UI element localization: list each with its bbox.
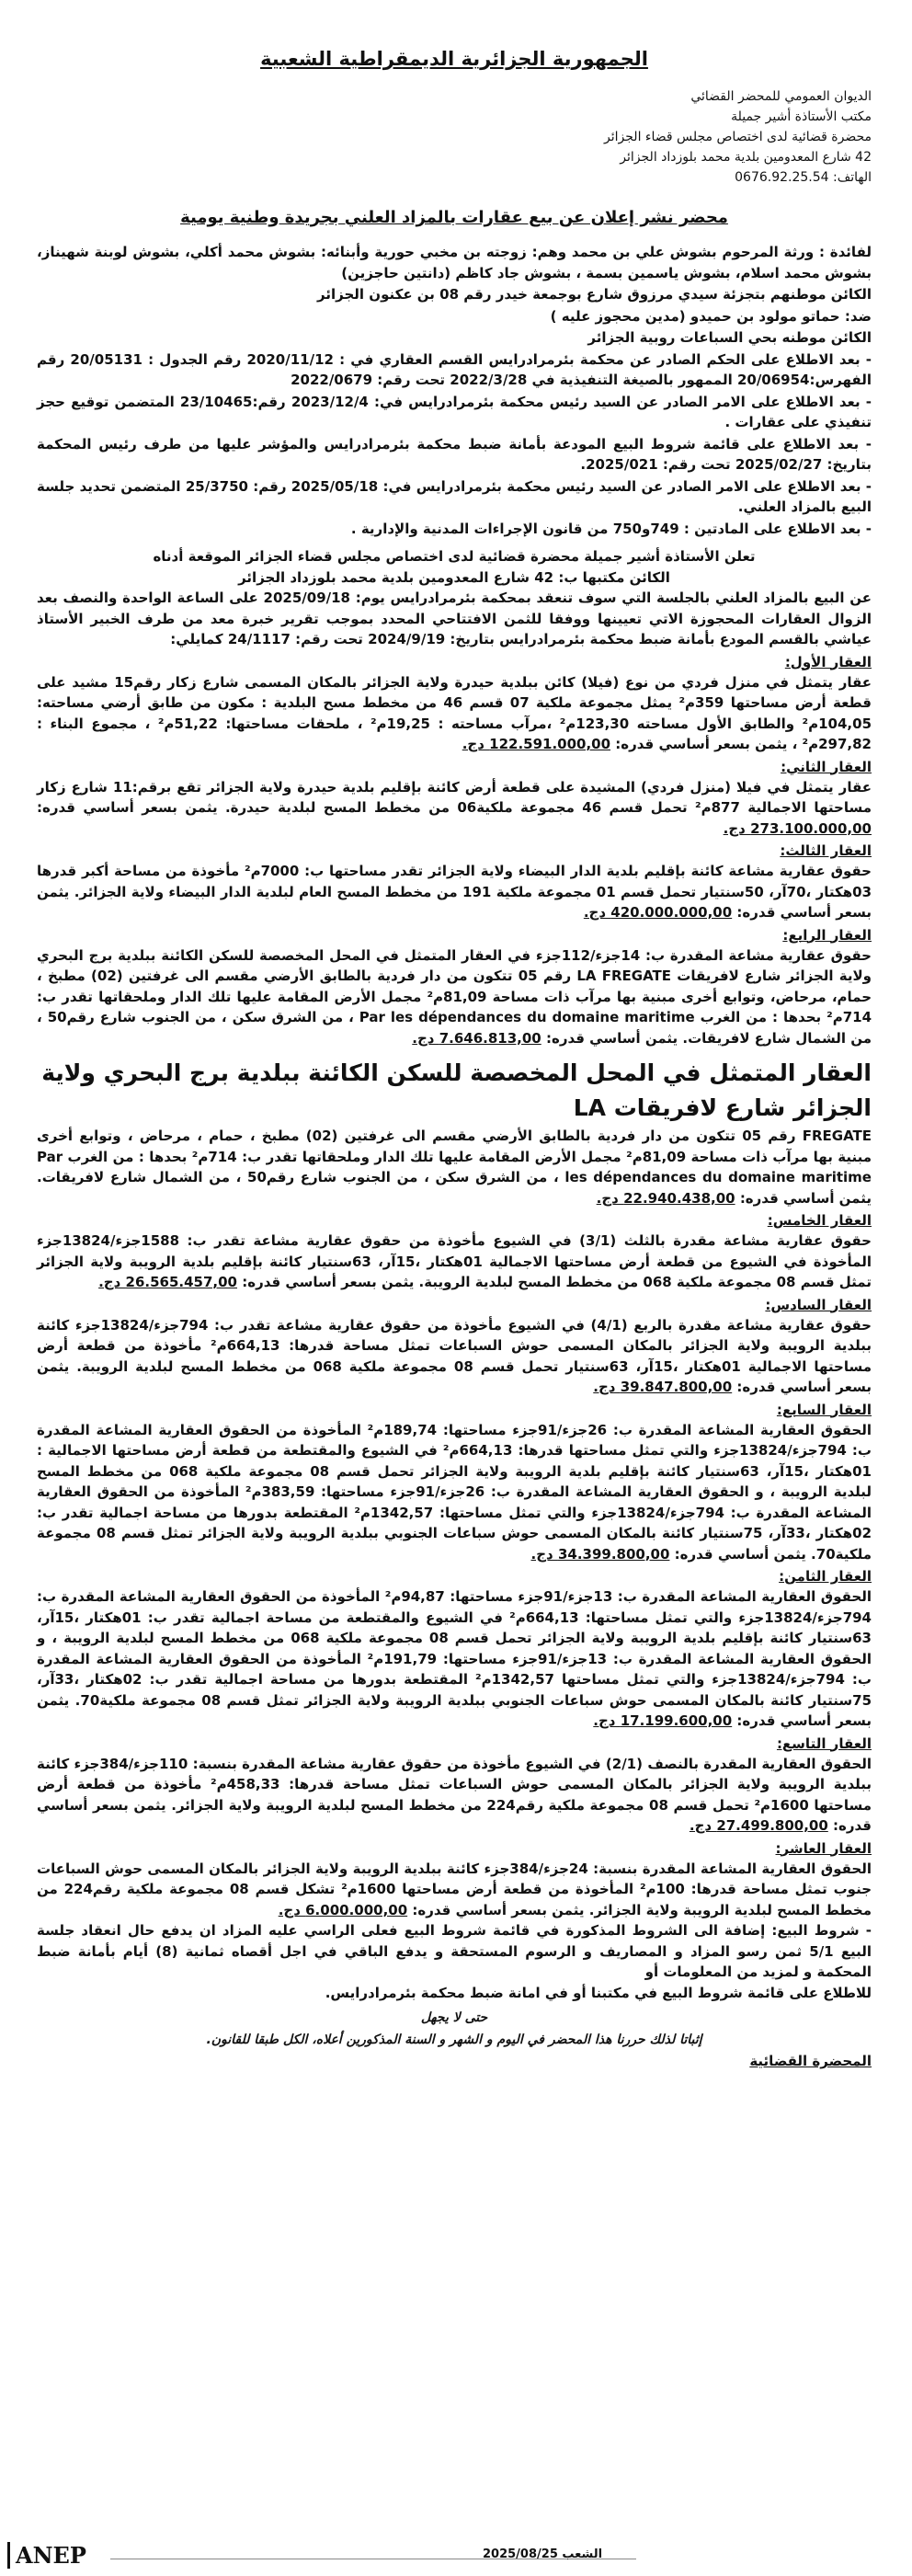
lots-section-2 (37, 1210, 872, 1920)
lot-text: حقوق عقارية مشاعة مقدرة بالربع (4/1) في الشيوع مأخوذة من حقوق عقارية مشاعة تقدر ب: 794جزء/13824جزء كائنة ببلدية الرويبة ولاية الجزائر بالمكان المسمى حوش السباعات تمثل مساحة قدرها: 664,13م² مأخوذة من قطعة أرض مساحتها الاجمالية 01هكتار ،15آر، 63سنتيار تحمل قسم 08 مجموعة ملكية 068 من مخطط المسح لبلدية الرويبة. يثمن بسعر أساسي قدره: 39.847.800,00 دج. (37, 1316, 872, 1395)
lot-price: 39.847.800,00 دج. (593, 1379, 733, 1395)
lot-title: العقار الثاني: (781, 758, 872, 775)
lot-text: عقار يتمثل في منزل فردي من نوع (فيلا) كائن ببلدية حيدرة ولاية الجزائر بالمكان المسمى شارع زكار رقم15 مشيد على قطعة أرض مساحتها 359م² يمثل مجموعة ملكية 07 قسم 46 من مخطط مسح البلدية : مكون من طابق أرضي مساحته: 104,05م² والطابق الأول مساحته 123,30م² ،مرآب مساحته : 19,25م² ، ملحقات مساحتها: 51,22م² ، مجموع البناء : 297,82م² ، يثمن بسعر أساسي قدره: 122.591.000,00 دج. (37, 673, 872, 752)
lot-text: الحقوق العقارية المشاعة المقدرة بنسبة: 24جزء/384جزء كائنة ببلدية الرويبة ولاية الجزائر بالمكان المسمى حوش السباعات جنوب تمثل مساحة قدرها: 100م² المأخوذة من قطعة أرض مساحتها 1600م² تشكل قسم 08 مجموعة ملكية رقم224 من مخطط المسح لبلدية الرويبة ولاية الجزائر. يثمن بسعر أساسي قدره: 6.000.000,00 دج. (37, 1860, 872, 1918)
legal-reference: - بعد الاطلاع على المادتين : 749و750 من قانون الإجراءات المدنية والإدارية . (350, 520, 872, 537)
certification-line: إثباتا لذلك حررنا هذا المحضر في اليوم و الشهر و السنة المذكورين أعلاه، الكل طبقا للقانون. (206, 2032, 702, 2047)
lot-price: 26.565.457,00 دج. (98, 1274, 237, 1290)
lot-price: 6.000.000,00 دج. (278, 1901, 408, 1918)
large-lot-text: FREGATE رقم 05 تتكون من دار فردية بالطابق الأرضي مقسم الى غرفتين (02) مطبخ ، حمام ، مرحاض ، وتوابع أخرى مبنية بها مرآب ذات مساحة 81,09م² مجمل الأرض المقامة عليها تلك الدار وملحقاتها تقدر ب: 714م² بحدها : من الغرب Par les dépendances du domaine maritime ، من الشرق سكن ، من الجنوب شارع رقم50 ، من الشمال شارع لافريقات. يثمن أساسي قدره: 22.940.438,00 دج. (37, 1128, 872, 1207)
header-line: الديوان العمومي للمحضر القضائي (690, 89, 872, 104)
lot-text: الحقوق العقارية المشاعة المقدرة ب: 13جزء/91جزء مساحتها: 94,87م² المأخوذة من الحقوق العقارية المشاعة المقدرة ب: 794جزء/13824جزء والتي تمثل مساحتها: 664,13م² في الشيوع والمقتطعة من مساحة اجمالية تقدر ب: 01هكتار ،15آر، 63سنتيار كائنة بإقليم بلدية الرويبة ولاية الجزائر تحمل قسم 08 مجموعة ملكية 068 من مخطط المسح لبلدية الرويبة ، و الحقوق العقارية المشاعة المقدرة ب: 13جزء/91جزء مساحتها: 191,79م² المأخوذة من الحقوق العقارية المشاعة المقدرة ب: 794جزء/13824جزء والتي تمثل مساحتها 1342,57م² المقتطعة بدورها من مساحة اجمالية تقدر ب: 02هكتار ،33آر، 75سنتيار كائنة بالمكان المسمى حوش سباعات الجنوبي ببلدية الرويبة ولاية الجزائر تمثل قسم 08 مجموعة ملكية70. يثمن بسعر أساسي قدره: 17.199.600,00 دج. (37, 1588, 872, 1729)
lot-text: عقار يتمثل في فيلا (منزل فردي) المشيدة على قطعة أرض كائنة بإقليم بلدية حيدرة ولاية الجزائر تقع برقم:11 شارع زكار مساحتها الاجمالية 877م² تحمل قسم 46 مجموعة ملكية06 من مخطط المسح لبلدية حيدرة. يثمن بسعر أساسي قدره: 273.100.000,00 دج. (37, 778, 872, 837)
lot-title: العقار السادس: (765, 1296, 872, 1313)
office-header (37, 86, 872, 188)
announce-line: تعلن الأستاذة أشير جميلة محضرة قضائية لدى اختصاص مجلس قضاء الجزائر الموقعة أدناه (153, 548, 756, 565)
lot-title: العقار الرابع: (782, 926, 872, 944)
anep-logo: ANEP (7, 2542, 86, 2569)
publication-date: 2025/08/25 الشعب (483, 2547, 603, 2561)
lot-price: 7.646.813,00 دج. (412, 1029, 542, 1047)
closing-phrase: حتى لا يجهل (420, 2010, 488, 2025)
signature-label: المحضرة القضائية (749, 2053, 872, 2069)
lot-title: العقار الثامن: (779, 1568, 872, 1585)
lot-title: العقار العاشر: (775, 1839, 872, 1857)
notice-subject: محضر نشر إعلان عن بيع عقارات بالمزاد العلني بجريدة وطنية يومية (180, 208, 728, 227)
lot-text: حقوق عقارية مشاعة مقدرة بالثلث (3/1) في الشيوع مأخوذة من حقوق عقارية مشاعة تقدر ب: 1588جزء/13824جزء المأخوذة في الشيوع من قطعة أرض مساحتها الاجمالية 01هكتار ،15آر، 63سنتيار كائنة بإقليم بلدية الرويبة ولاية الجزائر تمثل قسم 08 مجموعة ملكية 068 من مخطط المسح لبلدية الرويبة. يثمن بسعر أساسي قدره: 26.565.457,00 دج. (37, 1232, 872, 1290)
sale-text: عن البيع بالمزاد العلني بالجلسة التي سوف تنعقد بمحكمة بئرمرادرايس يوم: 2025/09/18 على الساعة الواحدة والنصف بعد الزوال العقارات المحجوزة الاتي تعيينها ووفقا للثمن الافتتاحي المحدد بموجب تقرير خبرة معد من طرف الخبير الأستاذ عياشي بالقسم المودع بأمانة ضبط محكمة بئرمرادرايس بتاريخ: 2024/9/19 تحت رقم: 24/1117 كمايلي: (37, 590, 872, 647)
header-line: الهاتف: 0676.92.25.54 (735, 170, 872, 185)
legal-reference: - بعد الاطلاع على الامر الصادر عن السيد رئيس محكمة بئرمرادرايس في: 2023/12/4 رقم:23/10465 المتضمن توقيع حجز تنفيذي على عقارات . (37, 393, 872, 430)
party-line: الكائن موطنهم بتجزئة سيدي مرزوق شارع بوجمعة خيدر رقم 08 بن عكنون الجزائر (317, 286, 872, 303)
lot-price: 27.499.800,00 دج. (689, 1817, 828, 1834)
legal-reference: - بعد الاطلاع على قائمة شروط البيع المودعة بأمانة ضبط محكمة بئرمرادرايس والمؤشر عليها من طرف رئيس المحكمة بتاريخ: 2025/02/27 تحت رقم: 2025/021. (37, 435, 872, 473)
lot-text: الحقوق العقارية المقدرة بالنصف (2/1) في الشيوع مأخوذة من حقوق عقارية مشاعة المقدرة بنسبة: 110جزء/384جزء كائنة ببلدية الرويبة ولاية الجزائر بالمكان المسمى حوش السباعات تمثل مساحة قدرها: 458,33م² مأخوذة من قطعة أرض مساحتها 1600م² تحمل قسم 08 مجموعة ملكية رقم224 من مخطط المسح لبلدية الرويبة ولاية الجزائر. يثمن بسعر أساسي قدره: 27.499.800,00 دج. (37, 1755, 872, 1834)
parties-section (37, 242, 872, 539)
lot-price: 420.000.000,00 دج. (583, 904, 733, 921)
lot-title: العقار الخامس: (767, 1212, 872, 1229)
sale-conditions: - شروط البيع: إضافة الى الشروط المذكورة في قائمة شروط البيع فعلى الراسي عليه المزاد ان يدفع حال انعقاد جلسة البيع 5/1 ثمن رسو المزاد و المصاريف و الرسوم المستحقة و يدفع الباقي في اجل أقصاه ثمانية (8) أيام بأمانة ضبط المحكمة و لمزيد من المعلومات أو (37, 1922, 872, 1980)
announce-line: الكائن مكتبها ب: 42 شارع المعدومين بلدية محمد بلوزداد الجزائر (238, 568, 670, 586)
page-footer (0, 2526, 912, 2569)
lot-title: العقار الأول: (784, 653, 872, 670)
header-line: مكتب الأستاذة أشير جميلة (731, 109, 872, 124)
lot-title: العقار الثالث: (780, 842, 872, 859)
party-line: ضد: حماتو مولود بن حميدو (مدين محجوز عليه ) (550, 307, 872, 325)
lot-title: العقار التاسع: (776, 1735, 872, 1752)
lot-text: حقوق عقارية مشاعة كائنة بإقليم بلدية الدار البيضاء ولاية الجزائر تقدر مساحتها ب: 7000م² مأخوذة من مساحة أكبر قدرها 03هكتار ،70آر، 50سنتيار تحمل قسم 01 مجموعة ملكية 191 من مخطط المسح العام لبلدية الدار البيضاء ولاية الجزائر. يثمن بسعر أساسي قدره: 420.000.000,00 دج. (37, 863, 872, 921)
republic-title: الجمهورية الجزائرية الديمقراطية الشعبية (260, 48, 648, 70)
lot-price: 22.940.438,00 دج. (596, 1189, 735, 1207)
lot-price: 34.399.800,00 دج. (530, 1545, 670, 1563)
lot-price: 122.591.000,00 دج. (462, 736, 611, 752)
lot-text: الحقوق العقارية المشاعة المقدرة ب: 26جزء/91جزء مساحتها: 189,74م² المأخوذة من الحقوق العقارية المشاعة المقدرة ب: 794جزء/13824جزء والتي تمثل مساحتها قدرها: 664,13م² في الشيوع والمقتطعة من قطعة أرض مساحتها الاجمالية : 01هكتار ،15آر، 63سنتيار كائنة بإقليم بلدية الرويبة ولاية الجزائر تحمل قسم 08 مجموعة ملكية 068 من مخطط المسح لبلدية الرويبة ، و الحقوق العقارية المشاعة المقدرة ب: 26جزء/91جزء مساحتها: 383,59م² المأخوذة من الحقوق العقارية المشاعة المقدرة ب: 794جزء/13824جزء والتي تمثل مساحتها: 1342,57م² المقتطعة بدورها من مساحة اجمالية تقدر ب: 02هكتار ،33آر، 75سنتيار كائنة بالمكان المسمى حوش سباعات الجنوبي ببلدية الرويبة ولاية الجزائر تمثل قسم 08 مجموعة ملكية70. يثمن أساسي قدره: 34.399.800,00 دج. (37, 1421, 872, 1563)
party-line: الكائن موطنه بحي السباعات روبية الجزائر (587, 329, 872, 346)
lots-section (37, 652, 872, 1049)
party-line: لفائدة : ورثة المرحوم بشوش علي بن محمد وهم: زوجته بن مخبي حورية وأبنائه: بشوش محمد أكلي، بشوش لوبنة شهيناز، بشوش محمد اسلام، بشوش ياسمين بسمة ، بشوش جاد كاظم (دانتين حاجزين) (37, 244, 872, 281)
lot-text: حقوق عقارية مشاعة المقدرة ب: 14جزء/112جزء في العقار المتمثل في المحل المخصصة للسكن الكائنة ببلدية برج البحري ولاية الجزائر شارع لافريقات LA FREGATE رقم 05 تتكون من دار فردية بالطابق الأرضي مقسم الى غرفتين (02) مطبخ ، حمام، مرحاض، وتوابع أخرى مبنية بها مرآب ذات مساحة 81,09م² مجمل الأرض المقامة عليها تلك الدار وملحقاتها تقدر ب: 714م² بحدها : من الغرب Par les dépendances du domaine maritime ، من الشرق سكن ، من الجنوب شارع رقم50 ، من الشمال شارع لافريقات. يثمن أساسي قدره: 7.646.813,00 دج. (37, 946, 872, 1047)
legal-reference: - بعد الاطلاع على الامر الصادر عن السيد رئيس محكمة بئرمرادرايس في: 2025/05/18 رقم: 25/3750 المتضمن تحديد جلسة البيع بالمزاد العلني. (37, 477, 872, 515)
lot-price: 273.100.000,00 دج. (723, 819, 872, 837)
legal-reference: - بعد الاطلاع على الحكم الصادر عن محكمة بئرمرادرايس القسم العقاري في : 2020/11/12 رقم الجدول : 20/05131 رقم الفهرس:20/06954 الممهور بالصيغة التنفيذية في 2022/3/28 تحت رقم: 2022/0679 (37, 350, 872, 388)
large-lot-heading: العقار المتمثل في المحل المخصصة للسكن الكائنة ببلدية برج البحري ولاية الجزائر شارع لافريقات LA (41, 1059, 872, 1121)
lot-title: العقار السابع: (776, 1401, 872, 1418)
sale-conditions: للاطلاع على قائمة شروط البيع في مكتبنا أو في امانة ضبط محكمة بئرمرادرايس. (325, 1984, 872, 2001)
header-line: محضرة قضائية لدى اختصاص مجلس قضاء الجزائر (604, 130, 872, 144)
lot-price: 17.199.600,00 دج. (593, 1712, 733, 1729)
header-line: 42 شارع المعدومين بلدية محمد بلوزداد الجزائر (620, 150, 872, 165)
